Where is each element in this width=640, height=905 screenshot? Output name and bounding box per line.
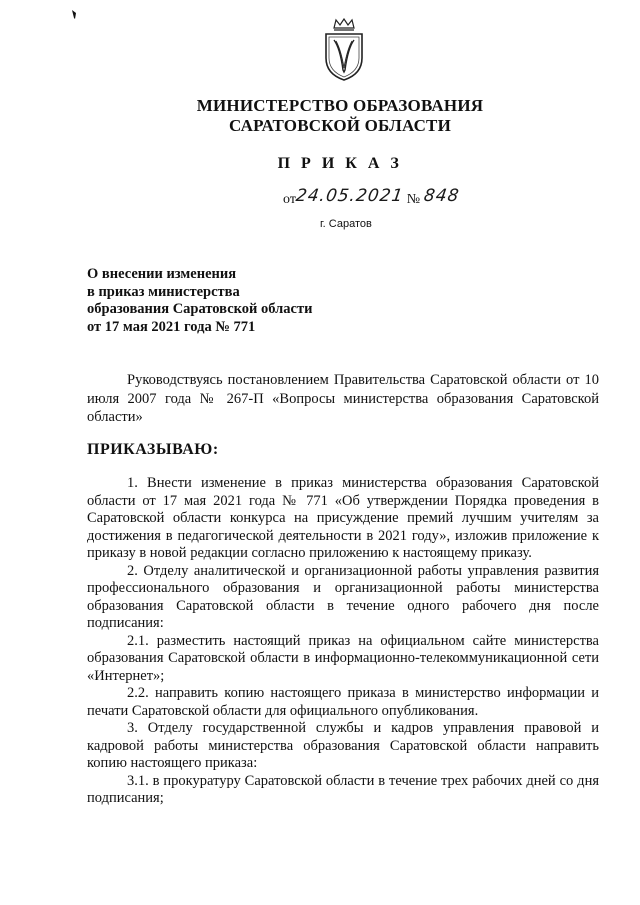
subject-line4: от 17 мая 2021 года № 771 [87,318,256,335]
order-item: 3.1. в прокуратуру Саратовской области в течение трех рабочих дней со дня подписания; [87,772,599,806]
legal-basis-paragraph: Руководствуясь постановлением Правительства Саратовской области от 10 июля 2007 года № 267-П «Вопросы министерства образования Саратовской области» [87,372,599,425]
ministry-name [150,96,530,136]
order-subject [87,266,367,336]
document-type-title: П Р И К А З [277,155,403,172]
order-number: 848 [422,186,461,206]
order-item: 2.1. разместить настоящий приказ на официальном сайте министерства образования Саратовской области в информационно-телекоммуникационной сети «Интернет»; [87,632,599,684]
order-items [87,475,599,808]
order-item: 1. Внести изменение в приказ министерства образования Саратовской области от 17 мая 2021 года № 771 «Об утверждении Порядка проведения в Саратовской области конкурса на присуждение премий лучшим учителям за достижения в педагогической деятельности в 2021 году», изложив приложение к приказу в новой редакции согласно приложению к настоящему приказу. [87,475,599,561]
subject-line2: в приказ министерства [87,283,240,300]
scan-mark [72,10,77,19]
subject-line1: О внесении изменения [87,266,237,282]
city: г. Саратов [320,218,372,230]
order-item: 2. Отделу аналитической и организационной работы управления развития профессионального образования и организационной работы министерства образования Саратовской области в течение одного рабочего дня после подписания: [87,562,599,631]
order-date-number [283,186,459,212]
order-item: 3. Отделу государственной службы и кадров управления правовой и кадровой работы министерства образования Саратовской области направить копию настоящего приказа: [87,720,599,771]
coat-of-arms-icon [320,18,368,82]
ministry-name-line2: САРАТОВСКОЙ ОБЛАСТИ [228,116,452,135]
from-label: от [283,192,296,207]
ministry-name-line1: МИНИСТЕРСТВО ОБРАЗОВАНИЯ [196,96,484,115]
number-label: № [406,192,421,207]
order-word: ПРИКАЗЫВАЮ: [87,441,219,458]
subject-line3: образования Саратовской области [87,301,313,317]
order-item: 2.2. направить копию настоящего приказа в министерство информации и печати Саратовской области для официального опубликования. [87,685,599,719]
order-date: 24.05.2021 [294,186,405,206]
